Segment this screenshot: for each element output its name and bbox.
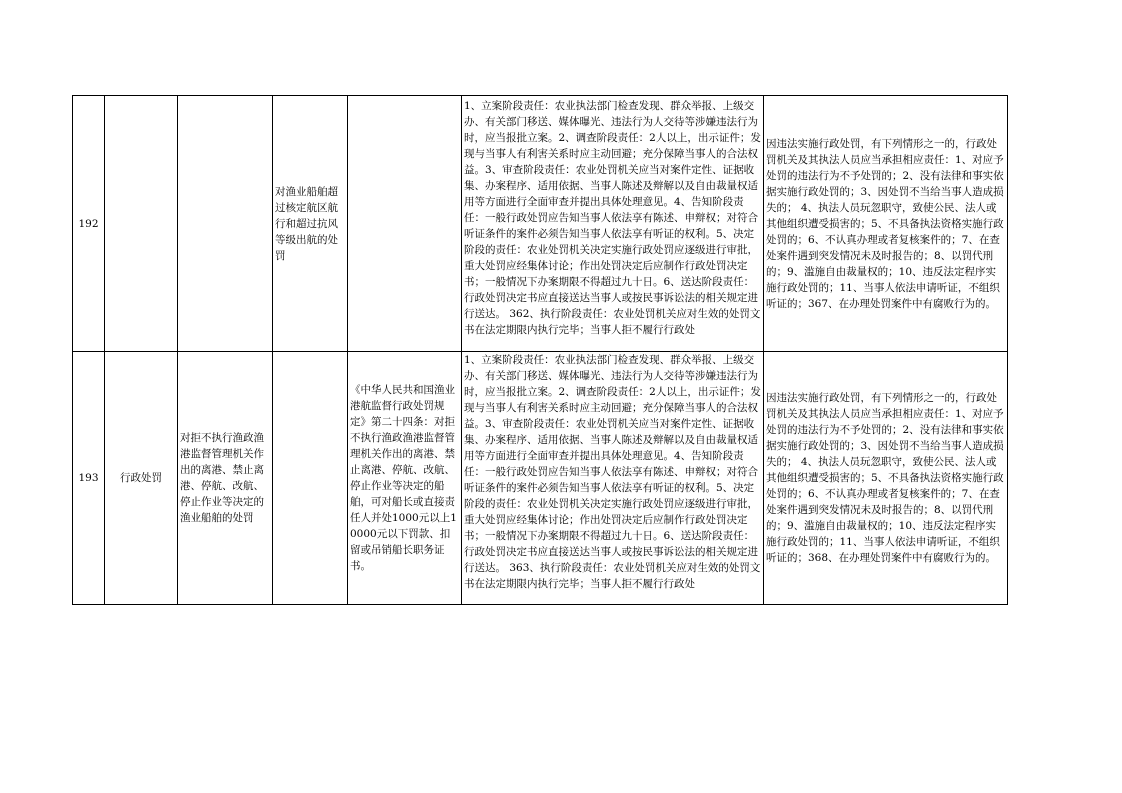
legal-basis-cell: 《中华人民共和国渔业港航监督行政处罚规定》第二十四条：对拒不执行渔政渔港监督管理机关作出的离港、禁止离港、停航、改航、停止作业等决定的船舶，可对船长或直接责任人并处1000元以上10000元以下罚款、扣留或吊销船长职务证书。 bbox=[348, 352, 462, 605]
sub-item-cell bbox=[273, 352, 348, 605]
clipped-text-remnant bbox=[350, 221, 459, 226]
responsibility-cell bbox=[462, 96, 764, 352]
penalty-table bbox=[72, 95, 1008, 605]
responsibility-text: 1、立案阶段责任：农业执法部门检查发现、群众举报、上级交办、有关部门移送、媒体曝光、违法行为人交待等涉嫌违法行为时，应当报批立案。2、调查阶段责任：2人以上，出示证件；发现与当事人有利害关系时应主动回避；充分保障当事人的合法权益。3、审查阶段责任：农业处罚机关应当对案件定性、证据收集、办案程序、适用依据、当事人陈述及辩解以及自由裁量权适用等方面进行全面审查并提出具体处理意见。4、告知阶段责任：一般行政处罚应告知当事人依法享有陈述、申辩权；对符合听证条件的案件必须告知当事人依法享有听证的权利。5、决定阶段的责任：农业处罚机关决定实施行政处罚应逐级进行审批，重大处罚应经集体讨论；作出处罚决定后应制作行政处罚决定书；一般情况下办案期限不得超过九十日。6、送达阶段责任：行政处罚决定书应直接送达当事人或按民事诉讼法的相关规定进行送达。 363、执行阶段责任：农业处罚机关应对生效的处罚文书在法定期限内执行完毕；当事人拒不履行行政处 bbox=[464, 354, 761, 590]
accountability-cell: 因违法实施行政处罚，有下列情形之一的，行政处罚机关及其执法人员应当承担相应责任：1、对应予处罚的违法行为不予处罚的；2、没有法律和事实依据实施行政处罚的；3、因处罚不当给当事人造成损失的； 4、执法人员玩忽职守，致使公民、法人或其他组织遭受损害的；5、不具备执法资格实施行政处罚的；6、不认真办理或者复核案件的；7、在查处案件遇到突发情况未及时报告的；8、以罚代刑的；9、滥施自由裁量权的；10、违反法定程序实施行政处罚的；11、当事人依法申请听证，不组织听证的；367、在办理处罚案件中有腐败行为的。 bbox=[764, 96, 1008, 352]
legal-basis-cell bbox=[348, 96, 462, 352]
responsibility-text: 1、立案阶段责任：农业执法部门检查发现、群众举报、上级交办、有关部门移送、媒体曝光、违法行为人交待等涉嫌违法行为时，应当报批立案。2、调查阶段责任：2人以上，出示证件；发现与当事人有利害关系时应主动回避；充分保障当事人的合法权益。3、审查阶段责任：农业处罚机关应当对案件定性、证据收集、办案程序、适用依据、当事人陈述及辩解以及自由裁量权适用等方面进行全面审查并提出具体处理意见。4、告知阶段责任：一般行政处罚应告知当事人依法享有陈述、申辩权；对符合听证条件的案件必须告知当事人依法享有听证的权利。5、决定阶段的责任：农业处罚机关决定实施行政处罚应逐级进行审批，重大处罚应经集体讨论；作出处罚决定后应制作行政处罚决定书；一般情况下办案期限不得超过九十日。6、送达阶段责任：行政处罚决定书应直接送达当事人或按民事诉讼法的相关规定进行送达。 362、执行阶段责任：农业处罚机关应对生效的处罚文书在法定期限内执行完毕；当事人拒不履行行政处 bbox=[464, 99, 761, 336]
category-cell bbox=[105, 96, 178, 352]
row-number: 192 bbox=[73, 96, 105, 352]
sub-item-cell: 对渔业船舶超过核定航区航行和超过抗风等级出航的处罚 bbox=[273, 96, 348, 352]
category-cell: 行政处罚 bbox=[105, 352, 178, 605]
item-name-cell: 对拒不执行渔政渔港监督管理机关作出的离港、禁止离港、停航、改航、停止作业等决定的渔业船舶的处罚 bbox=[178, 352, 273, 605]
item-name-cell bbox=[178, 96, 273, 352]
table-row bbox=[73, 352, 1008, 605]
row-number: 193 bbox=[73, 352, 105, 605]
responsibility-cell bbox=[462, 352, 764, 605]
accountability-cell: 因违法实施行政处罚，有下列情形之一的，行政处罚机关及其执法人员应当承担相应责任：1、对应予处罚的违法行为不予处罚的；2、没有法律和事实依据实施行政处罚的；3、因处罚不当给当事人造成损失的； 4、执法人员玩忽职守，致使公民、法人或其他组织遭受损害的；5、不具备执法资格实施行政处罚的；6、不认真办理或者复核案件的；7、在查处案件遇到突发情况未及时报告的；8、以罚代刑的；9、滥施自由裁量权的；10、违反法定程序实施行政处罚的；11、当事人依法申请听证，不组织听证的；368、在办理处罚案件中有腐败行为的。 bbox=[764, 352, 1008, 605]
table-row bbox=[73, 96, 1008, 352]
